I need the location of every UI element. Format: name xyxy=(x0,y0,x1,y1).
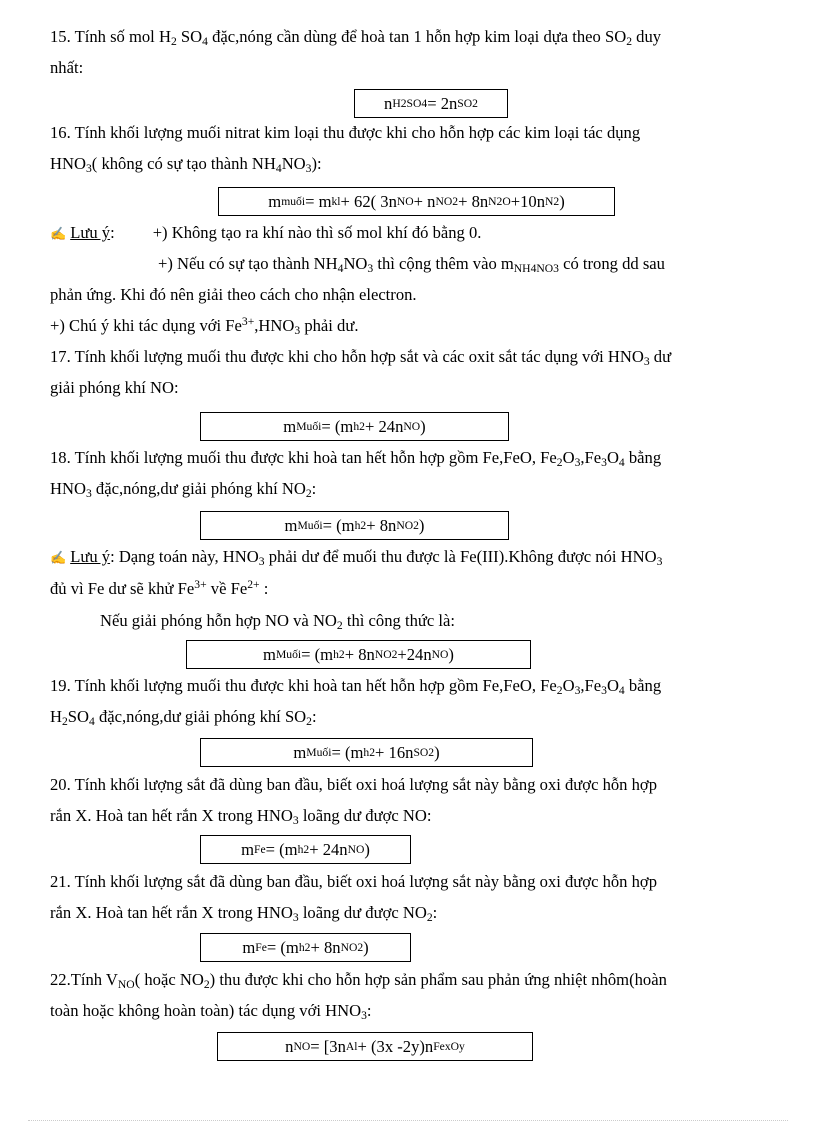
item-18-text: 18. Tính khối lượng muối thu được khi hoà tan hết hỗn hợp gồm Fe,FeO, $Fe_2O_3,Fe_3O_4$ bằng $HNO_3$ đặc,nóng,dư giải phóng khí $NO_2$: xyxy=(50,448,662,500)
item-20-text: 20. Tính khối lượng sắt đã dùng ban đầu, biết oxi hoá lượng sắt này bằng oxi được hỗn hợp rắn X. Hoà tan hết rắn X trong $HNO_3$ loãng dư được NO: xyxy=(50,775,657,827)
item-16-text: 16. Tính khối lượng muối nitrat kim loại thu được khi cho hỗn hợp các kim loại tác dụng $HNO_3$( không có sự tạo thành $NH_4NO_3$): xyxy=(50,123,641,175)
formula-box-18: m Muối = (m h 2 + 8n NO2 ) xyxy=(200,511,509,540)
page-divider xyxy=(28,1120,788,1121)
note-1: ✍ Lưu ý: +) Không tạo ra khí nào thì số mol khí đó bằng 0. xyxy=(50,218,783,250)
pencil-icon: ✍ xyxy=(50,550,67,565)
note-2-line: Nếu giải phóng hỗn hợp NO và $NO_2$ thì công thức là: xyxy=(100,611,455,632)
item-22-text: 22.Tính $V_{NO}$( hoặc $NO_2$) thu được khi cho hỗn hợp sản phẩm sau phản ứng nhiệt nhôm(hoàn toàn hoặc không hoàn toàn) tác dụng với $HNO_3$: xyxy=(50,970,667,1022)
formula-box-19: m Muối = (m h 2 + 16n SO2 ) xyxy=(200,738,533,767)
formula-box-22: n NO = [3n Al + (3x -2y)n FexOy xyxy=(217,1032,533,1061)
note-1-extra: +) Chú ý khi tác dụng với $Fe^{3+},HNO_3$ phải dư. xyxy=(50,315,359,337)
note-1-body: +) Nếu có sự tạo thành $NH_4NO_3$ thì cộng thêm vào $m_{NH4NO3}$ có trong dd sau phản ứng. Khi đó nên giải theo cách cho nhận electron. xyxy=(50,254,665,304)
formula-box-21: m Fe = (m h 2 + 8n NO2 ) xyxy=(200,933,411,962)
formula-box-no-no2: m Muối = (m h 2 + 8n NO2 +24n NO ) xyxy=(186,640,531,669)
item-21-text: 21. Tính khối lượng sắt đã dùng ban đầu, biết oxi hoá lượng sắt này bằng oxi được hỗn hợp rắn X. Hoà tan hết rắn X trong $HNO_3$ loãng dư được $NO_2$: xyxy=(50,872,657,924)
item-15-text: 15. Tính số mol $H_2$ $SO_4$ đặc,nóng cần dùng để hoà tan 1 hỗn hợp kim loại dựa theo $SO_2$ duy nhất: xyxy=(50,27,662,77)
formula-box-20: m Fe = (m h 2 + 24n NO ) xyxy=(200,835,411,864)
formula-box-15: n H2SO4 = 2n SO2 xyxy=(354,89,508,118)
note-2: ✍ Lưu ý: Dạng toán này, $HNO_3$ phải dư để muối thu được là Fe(III).Không được nói $HNO_3$ đủ vì Fe dư sẽ khử $Fe^{3+}$ về $Fe^{2+}$ : xyxy=(50,542,783,604)
formula-box-16: m muối = m kl + 62( 3n NO + n NO2 + 8n N2O +10n N2 ) xyxy=(218,187,615,216)
item-17-text: 17. Tính khối lượng muối thu được khi cho hỗn hợp sắt và các oxit sắt tác dụng với $HNO_3$ dư giải phóng khí NO: xyxy=(50,347,672,397)
formula-box-17: m Muối = (m h 2 + 24n NO ) xyxy=(200,412,509,441)
item-19-text: 19. Tính khối lượng muối thu được khi hoà tan hết hỗn hợp gồm Fe,FeO, $Fe_2O_3,Fe_3O_4$ bằng $H_2SO_4$ đặc,nóng,dư giải phóng khí $SO_2$: xyxy=(50,676,662,728)
pencil-icon: ✍ xyxy=(50,226,67,241)
